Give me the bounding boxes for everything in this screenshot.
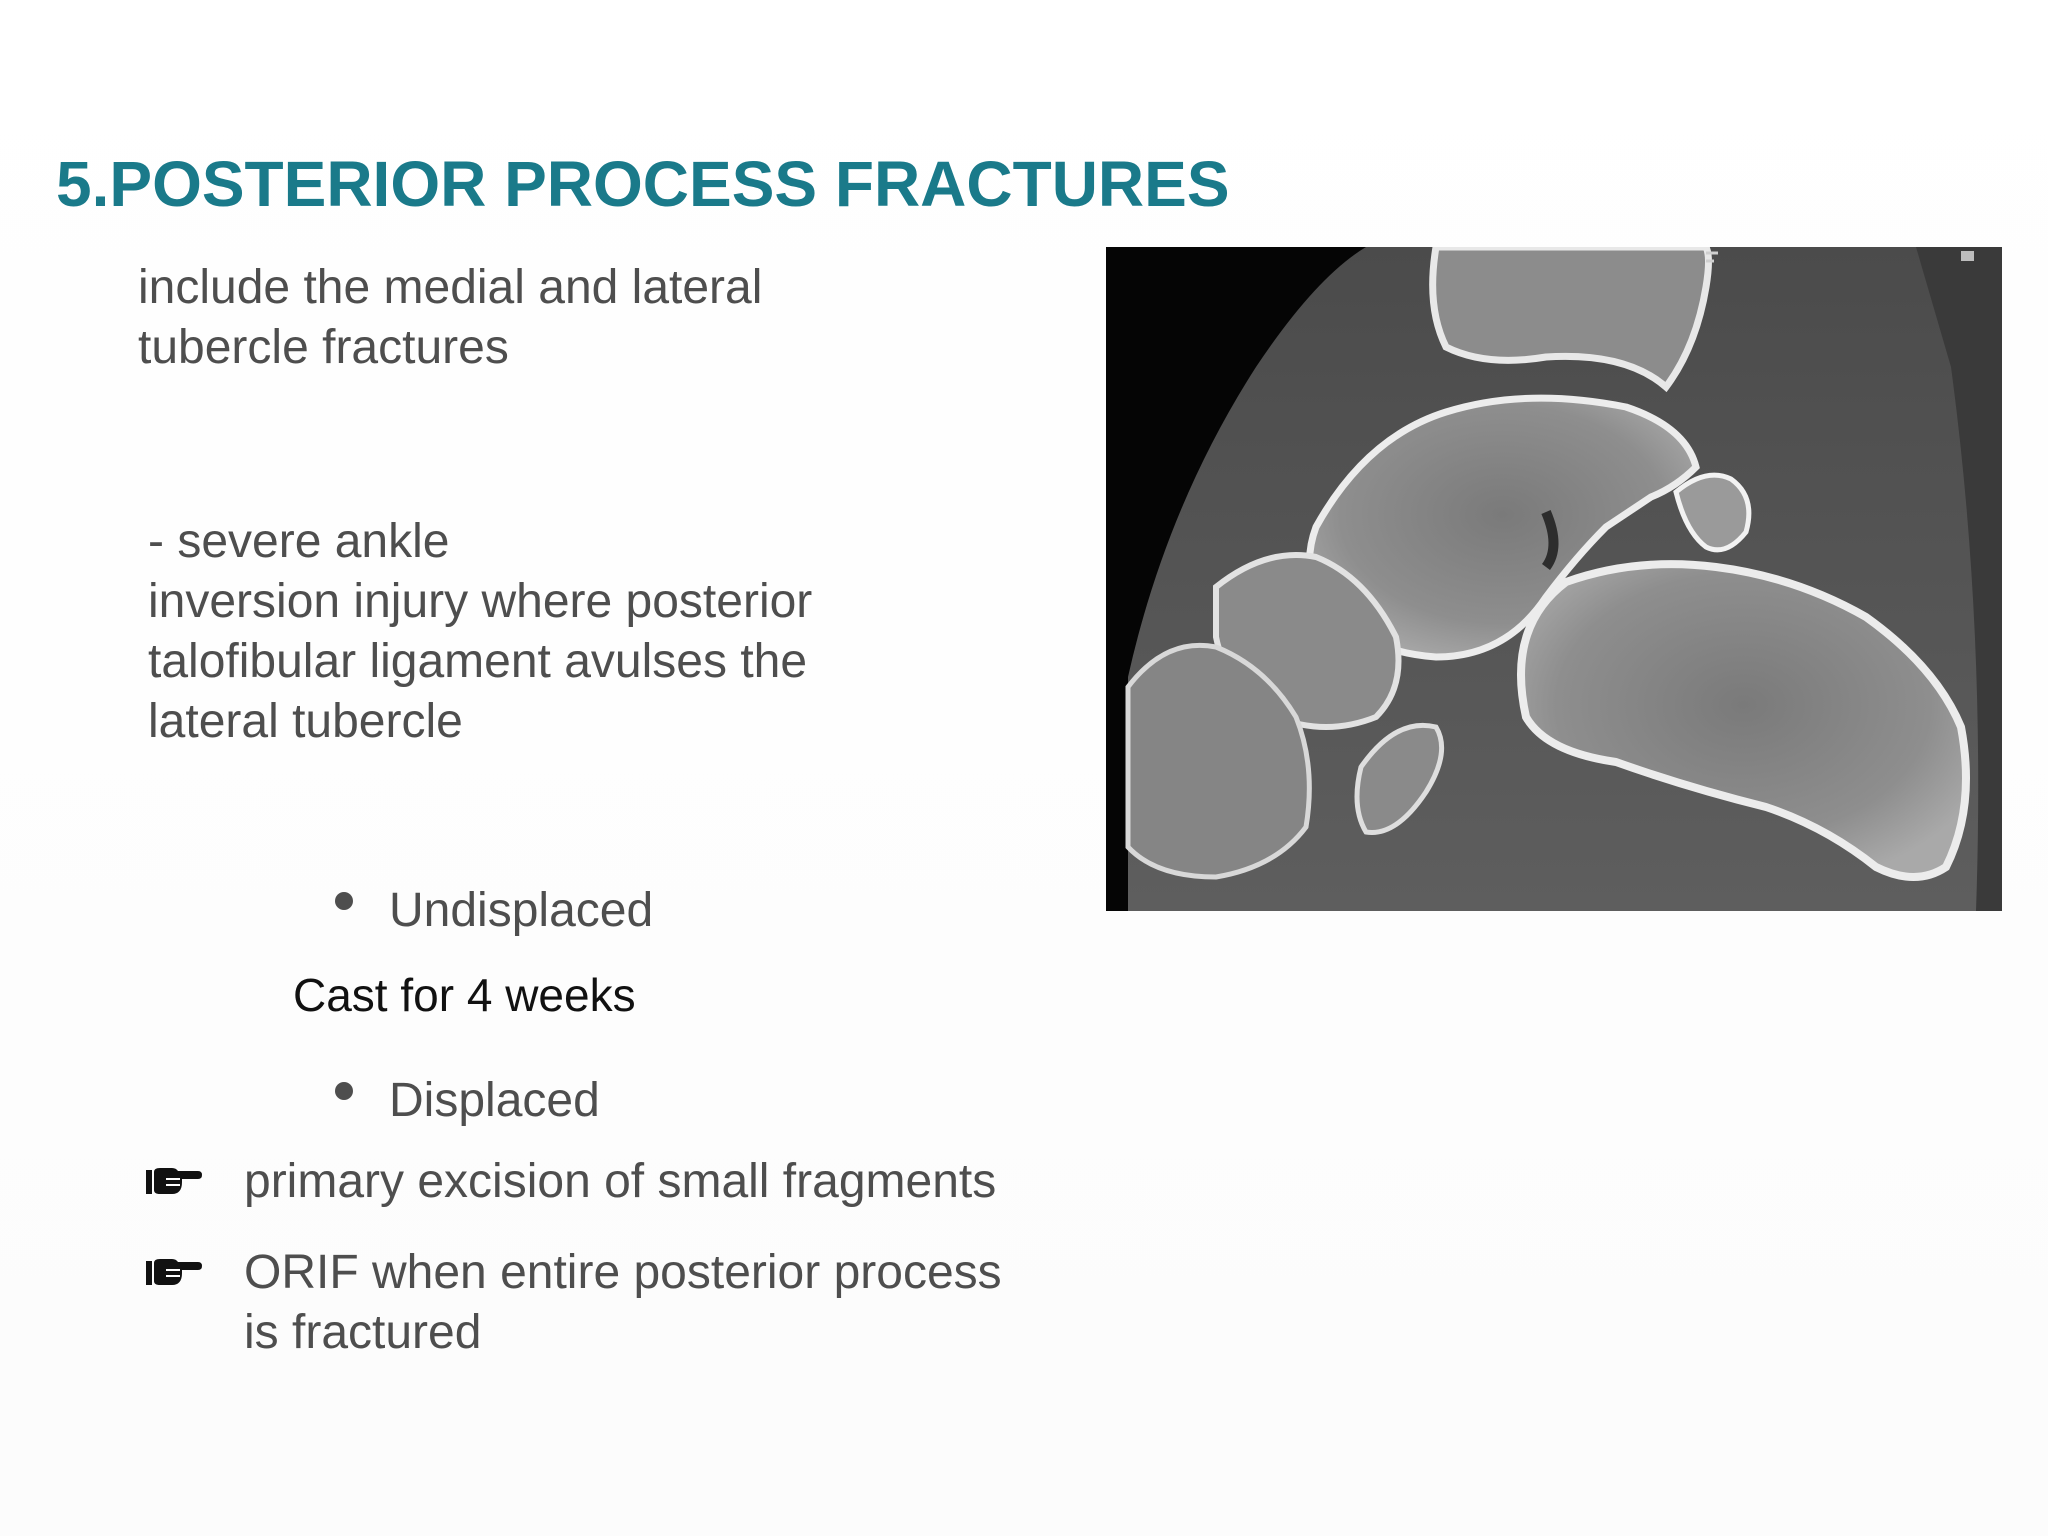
intro-text bbox=[138, 258, 762, 378]
mechanism-line: lateral tubercle bbox=[148, 695, 463, 748]
slide-title: 5.POSTERIOR PROCESS FRACTURES bbox=[56, 148, 1230, 220]
pointer-text bbox=[244, 1243, 1002, 1363]
bullet-item-displaced bbox=[335, 1071, 600, 1131]
pointing-hand-icon bbox=[144, 1243, 204, 1303]
bullet-dot-icon bbox=[335, 892, 353, 910]
mechanism-line: inversion injury where posterior bbox=[148, 575, 813, 628]
pointing-hand-icon bbox=[144, 1152, 204, 1212]
ct-scan-image bbox=[1106, 247, 2002, 911]
mechanism-text bbox=[148, 512, 812, 752]
intro-line: include the medial and lateral bbox=[138, 261, 763, 314]
bullet-dot-icon bbox=[335, 1082, 353, 1100]
mechanism-line: talofibular ligament avulses the bbox=[148, 635, 808, 688]
pointer-item-excision bbox=[144, 1152, 996, 1212]
bullet-label: Displaced bbox=[389, 1074, 600, 1127]
pointer-item-orif bbox=[144, 1243, 1002, 1363]
pointer-line: primary excision of small fragments bbox=[244, 1155, 997, 1208]
pointer-text bbox=[244, 1152, 996, 1212]
pointer-line: ORIF when entire posterior process bbox=[244, 1246, 1002, 1299]
bullet-item-undisplaced bbox=[335, 881, 653, 941]
cast-treatment-text: Cast for 4 weeks bbox=[293, 969, 636, 1021]
intro-line: tubercle fractures bbox=[138, 321, 509, 374]
pointer-line: is fractured bbox=[244, 1306, 482, 1359]
bullet-label: Undisplaced bbox=[389, 884, 654, 937]
mechanism-line: - severe ankle bbox=[148, 515, 450, 568]
